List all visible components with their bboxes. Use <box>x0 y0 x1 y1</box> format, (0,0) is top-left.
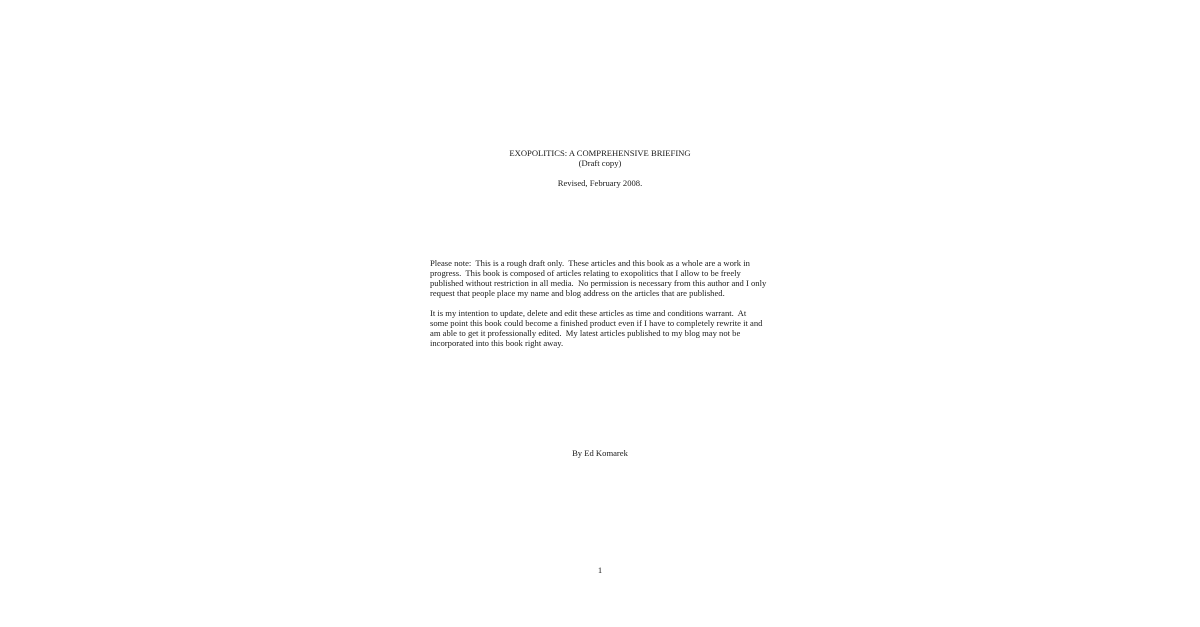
page-number: 1 <box>597 565 603 575</box>
notice-line: progress. This book is composed of articles relating to exopolitics that I allow to be freely <box>430 268 741 278</box>
notice-line: Please note: This is a rough draft only. These articles and this book as a whole are a work in <box>430 258 750 268</box>
notice-paragraph <box>430 258 775 298</box>
notice-line: request that people place my name and blog address on the articles that are published. <box>430 288 725 298</box>
author-byline: By Ed Komarek <box>572 448 628 458</box>
document-subtitle: (Draft copy) <box>578 158 622 168</box>
notice-line: published without restriction in all media. No permission is necessary from this author and I only <box>430 278 767 288</box>
intention-line: am able to get it professionally edited. My latest articles published to my blog may not be <box>430 328 741 338</box>
intention-line: It is my intention to update, delete and edit these articles as time and conditions warrant. At <box>430 308 747 318</box>
intention-paragraph <box>430 308 775 348</box>
revision-date: Revised, February 2008. <box>557 178 643 188</box>
intention-line: some point this book could become a finished product even if I have to completely rewrite it and <box>430 318 763 328</box>
intention-line: incorporated into this book right away. <box>430 338 564 348</box>
document-title: EXOPOLITICS: A COMPREHENSIVE BRIEFING <box>509 148 691 158</box>
